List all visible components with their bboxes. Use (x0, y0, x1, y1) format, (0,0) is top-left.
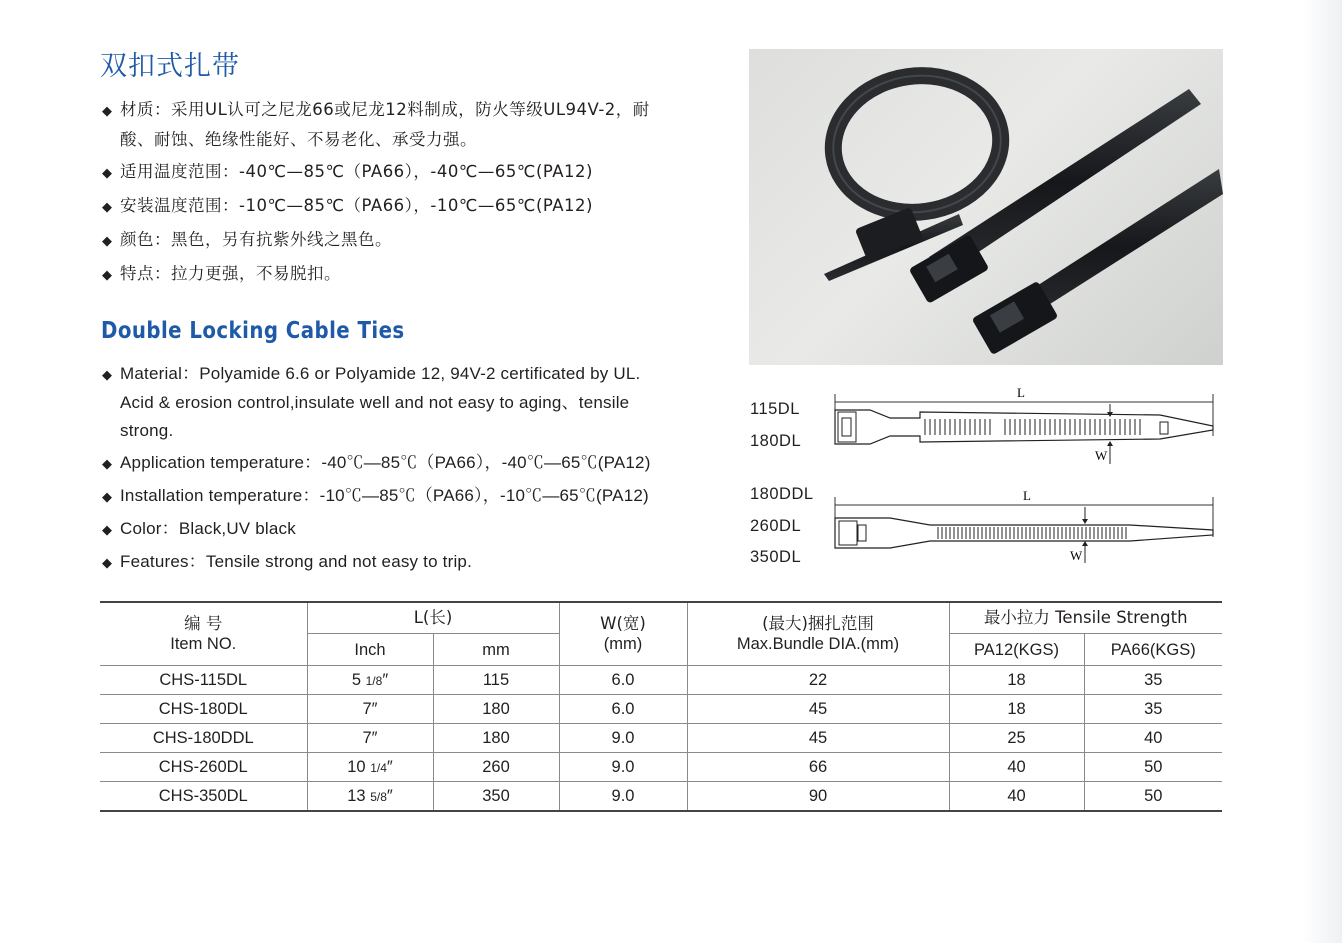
diagram-model-180dl: 180DL (750, 432, 802, 450)
feature-en-features: ◆ Features：Tensile strong and not easy to trip. (102, 548, 732, 577)
header-item-no: 编 号 Item NO. (100, 602, 307, 666)
table-row: CHS-260DL 10 1/4″ 260 9.0 66 40 50 (100, 753, 1222, 782)
table-row: CHS-180DL 7″ 180 6.0 45 18 35 (100, 695, 1222, 724)
header-inch: Inch (307, 634, 433, 666)
diamond-bullet-icon: ◆ (102, 555, 113, 570)
features-en-list (102, 360, 732, 581)
page-title-en: Double Locking Cable Ties (101, 318, 405, 344)
table-row: CHS-350DL 13 5/8″ 350 9.0 90 40 50 (100, 782, 1222, 812)
feature-cn-temp-use: ◆ 适用温度范围：-40℃—85℃（PA66），-40℃—65℃(PA12) (102, 158, 732, 188)
diamond-bullet-icon: ◆ (102, 489, 113, 504)
tie-diagram-2 (830, 485, 1220, 570)
diamond-bullet-icon: ◆ (102, 456, 113, 471)
diamond-bullet-icon: ◆ (102, 522, 113, 537)
header-width: W(宽) (mm) (559, 602, 687, 666)
feature-cn-material: ◆ 材质：采用UL认可之尼龙66或尼龙12料制成，防火等级UL94V-2，耐 酸、耐蚀、绝缘性能好、不易老化、承受力强。 (102, 100, 650, 149)
tie-diagram-1 (830, 382, 1220, 472)
header-mm: mm (433, 634, 559, 666)
diamond-bullet-icon: ◆ (102, 104, 113, 119)
diagram-model-350dl: 350DL (750, 548, 802, 566)
feature-cn-color: ◆ 颜色：黑色，另有抗紫外线之黑色。 (102, 226, 732, 256)
tie-loop (824, 65, 1009, 223)
table-header-row (100, 602, 1222, 634)
feature-cn-features: ◆ 特点：拉力更强，不易脱扣。 (102, 260, 732, 290)
diagram-model-115dl: 115DL (750, 400, 800, 418)
diagram-1-width-label: W (1095, 448, 1108, 463)
header-bundle: (最大)捆扎范围 Max.Bundle DIA.(mm) (687, 602, 949, 666)
features-cn-list (102, 96, 732, 294)
header-length: L(长) (307, 602, 559, 634)
feature-en-temp-install: ◆ Installation temperature：-10℃—85℃（PA66），-10℃—65℃(PA12) (102, 482, 732, 511)
diamond-bullet-icon: ◆ (102, 166, 113, 181)
header-tensile: 最小拉力 Tensile Strength (949, 602, 1222, 634)
diagram-model-180ddl: 180DDL (750, 485, 814, 503)
diagram-2-length-label: L (1023, 488, 1031, 503)
table-row: CHS-115DL 5 1/8″ 115 6.0 22 18 35 (100, 666, 1222, 695)
cable-ties-photo (749, 49, 1223, 365)
page-edge-shadow (1302, 0, 1342, 943)
feature-en-color: ◆ Color：Black,UV black (102, 515, 732, 544)
product-photo (749, 49, 1223, 365)
table-row: CHS-180DDL 7″ 180 9.0 45 25 40 (100, 724, 1222, 753)
header-pa12: PA12(KGS) (949, 634, 1084, 666)
feature-cn-temp-install: ◆ 安装温度范围：-10℃—85℃（PA66），-10℃—65℃(PA12) (102, 192, 732, 222)
diamond-bullet-icon: ◆ (102, 268, 113, 283)
diamond-bullet-icon: ◆ (102, 200, 113, 215)
header-pa66: PA66(KGS) (1084, 634, 1222, 666)
diagram-model-260dl: 260DL (750, 517, 802, 535)
feature-en-temp-use: ◆ Application temperature：-40℃—85℃（PA66），-40℃—65℃(PA12) (102, 449, 732, 478)
page-title-cn: 双扣式扎带 (100, 51, 240, 82)
diamond-bullet-icon: ◆ (102, 234, 113, 249)
diamond-bullet-icon: ◆ (102, 367, 113, 382)
feature-en-material: ◆ Material：Polyamide 6.6 or Polyamide 12, 94V-2 certificated by UL. Acid & erosion control,insulate well and not easy to aging、tensile strong. (102, 360, 732, 445)
diagram-2-width-label: W (1070, 548, 1083, 563)
diagram-1-length-label: L (1017, 385, 1025, 400)
spec-table (100, 601, 1222, 812)
